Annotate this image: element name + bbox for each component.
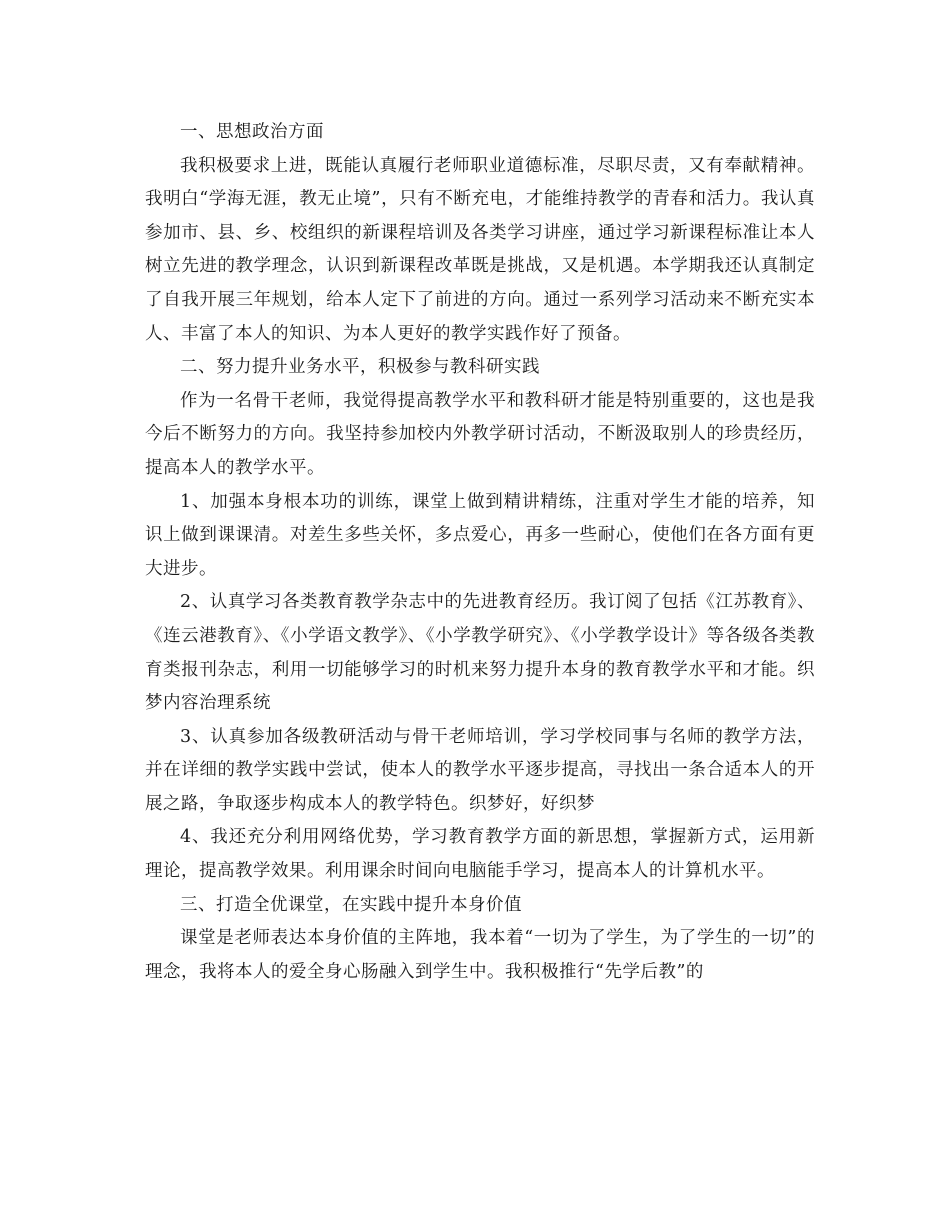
list-item-4: 4、我还充分利用网络优势，学习教育教学方面的新思想，掌握新方式，运用新理论，提高教学效果。利用课余时间向电脑能手学习，提高本人的计算机水平。 — [145, 827, 815, 882]
list-item-3: 3、认真参加各级教研活动与骨干老师培训，学习学校同事与名师的教学方法，并在详细的教学实践中尝试，使本人的教学水平逐步提高，寻找出一条合适本人的开展之路，争取逐步构成本人的教学特色。织梦好，好织梦 — [145, 726, 815, 814]
section-heading-professional: 二、努力提升业务水平，积极参与教科研实践 — [180, 357, 540, 378]
paragraph: 我积极要求上进，既能认真履行老师职业道德标准，尽职尽责，又有奉献精神。我明白“学海无涯，教无止境”，只有不断充电，才能维持教学的青春和活力。我认真参加市、县、乡、校组织的新课程培训及各类学习讲座，通过学习新课程标准让本人树立先进的教学理念，认识到新课程改革既是挑战，又是机遇。本学期我还认真制定了自我开展三年规划，给本人定下了前进的方向。通过一系列学习活动来不断充实本人、丰富了本人的知识、为本人更好的教学实践作好了预备。 — [145, 155, 815, 344]
paragraph: 课堂是老师表达本身价值的主阵地，我本着“一切为了学生，为了学生的一切”的理念，我将本人的爱全身心肠融入到学生中。我积极推行“先学后教”的 — [145, 928, 815, 982]
list-item-1: 1、加强本身根本功的训练，课堂上做到精讲精练，注重对学生才能的培养，知识上做到课课清。对差生多些关怀，多点爱心，再多一些耐心，使他们在各方面有更大进步。 — [145, 491, 815, 579]
section-heading-politics: 一、思想政治方面 — [180, 122, 324, 142]
list-item-2: 2、认真学习各类教育教学杂志中的先进教育经历。我订阅了包括《江苏教育》、《连云港教育》、《小学语文教学》、《小学教学研究》、《小学教学设计》等各级各类教育类报刊杂志，利用一切能够学习的时机来努力提升本身的教育教学水平和才能。织梦内容治理系统 — [145, 592, 815, 714]
section-heading-classroom: 三、打造全优课堂，在实践中提升本身价值 — [180, 894, 522, 915]
document-body — [145, 116, 815, 989]
paragraph: 作为一名骨干老师，我觉得提高教学水平和教科研才能是特别重要的，这也是我今后不断努力的方向。我坚持参加校内外教学研讨活动，不断汲取别人的珍贵经历，提高本人的教学水平。 — [145, 390, 815, 478]
